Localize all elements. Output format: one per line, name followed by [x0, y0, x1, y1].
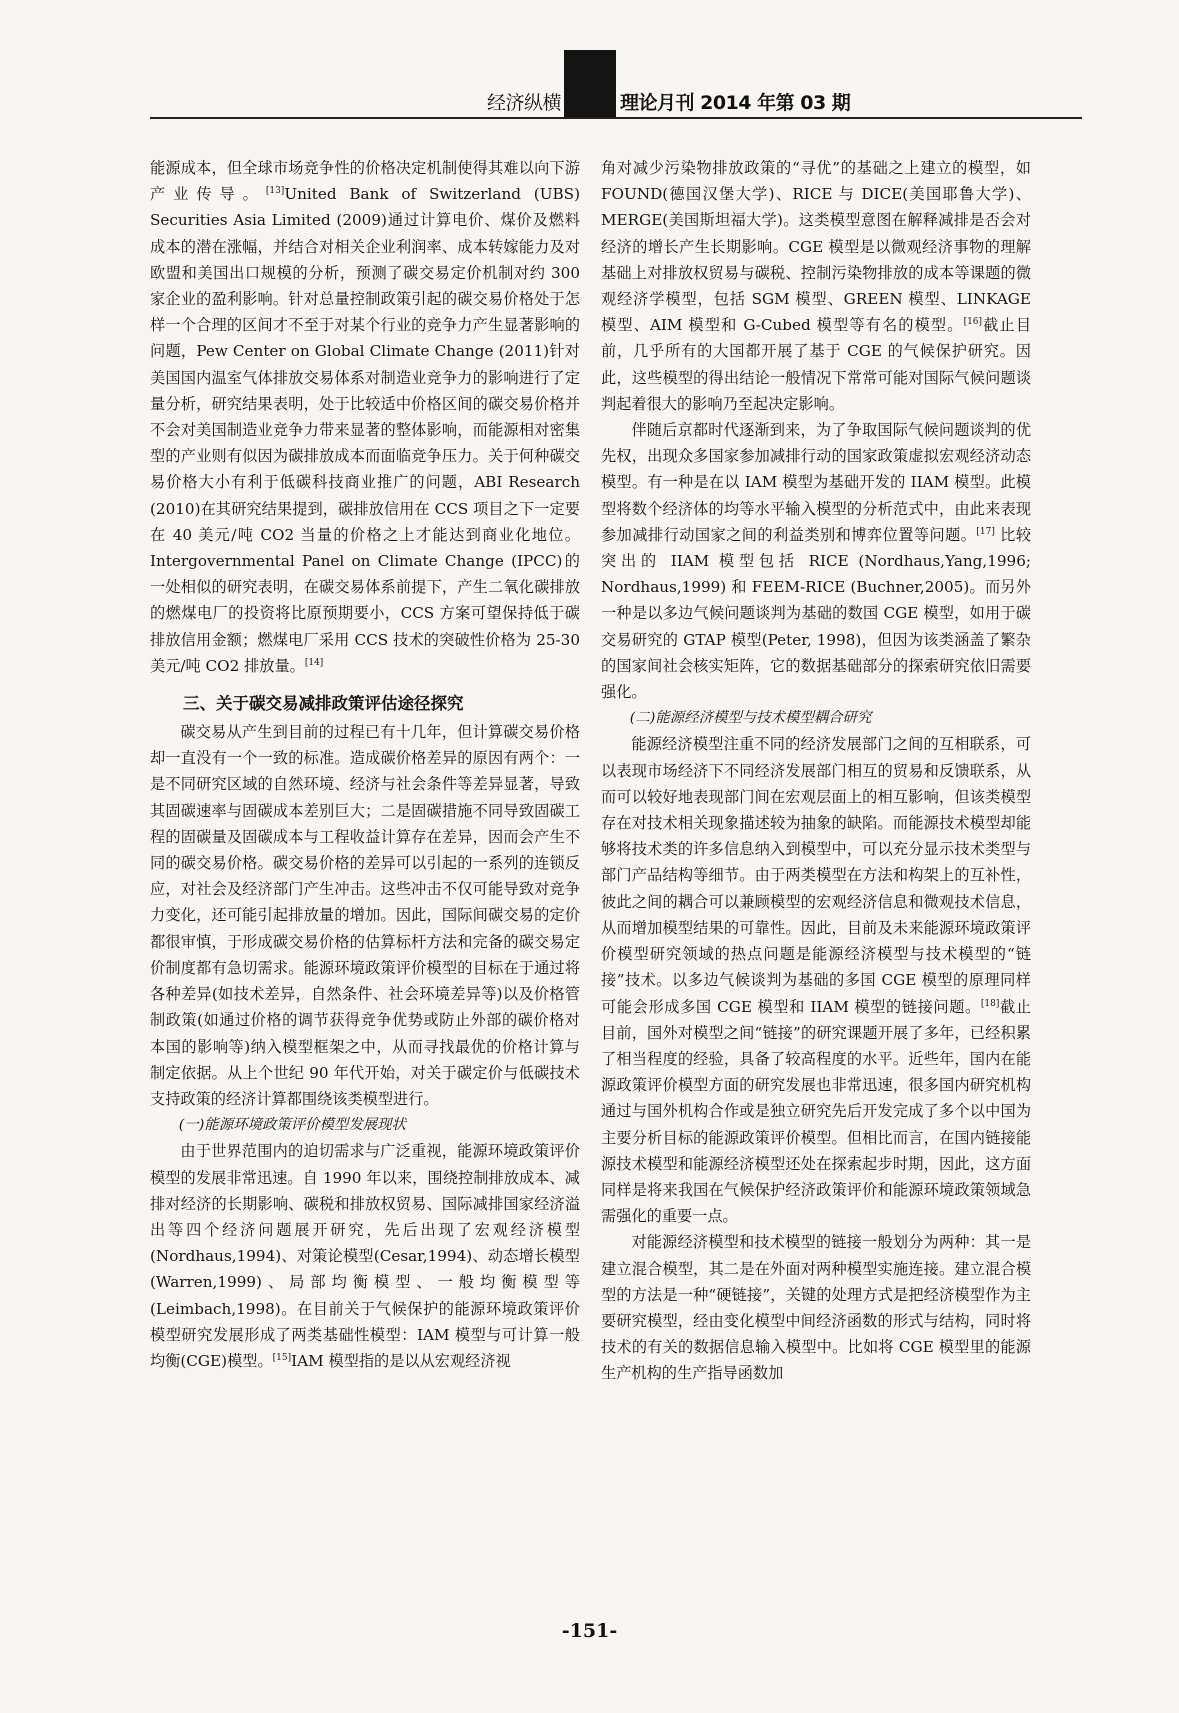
paragraph-text: 能源经济模型注重不同的经济发展部门之间的互相联系，可以表现市场经济下不同经济发展部门相互的贸易和反馈联系，从而可以较好地表现部门间在宏观层面上的相互影响，但该类模型存在对技术相关现象描述较为抽象的缺陷。而能源技术模型却能够将技术类的许多信息纳入到模型中，可以充分显示技术类型与部门产品结构等细节。由于两类模型在方法和构架上的互补性，彼此之间的耦合可以兼顾模型的宏观经济信息和微观技术信息，从而增加模型结果的可靠性。因此，目前及未来能源环境政策评价模型研究领域的热点问题是能源经济模型与技术模型的“链接”技术。以多边气候谈判为基础的多国 CGE 模型的原理同样可能会形成多国 CGE 模型和 IIAM 模型的链接问题。 — [601, 735, 1031, 1016]
header-black-block — [564, 50, 616, 117]
reference-mark: [13] — [265, 186, 285, 197]
page-number: -151- — [561, 1620, 618, 1642]
paragraph: 碳交易从产生到目前的过程已有十几年，但计算碳交易价格却一直没有一个一致的标准。造成碳价格差异的原因有两个：一是不同研究区域的自然环境、经济与社会条件等差异显著，导致其固碳速率与固碳成本差别巨大；二是固碳措施不同导致固碳工程的固碳量及固碳成本与工程收益计算存在差异，因而会产生不同的碳交易价格。碳交易价格的差异可以引起的一系列的连锁反应，对社会及经济部门产生冲击。这些冲击不仅可能导致对竞争力变化，还可能引起排放量的增加。因此，国际间碳交易的定价都很审慎，于形成碳交易价格的估算标杆方法和完备的碳交易定价制度都有急切需求。能源环境政策评价模型的目标在于通过将各种差异(如技术差异，自然条件、社会环境差异等)以及价格管制政策(如通过价格的调节获得竞争优势或防止外部的碳价格对本国的影响等)纳入模型框架之中，从而寻找最优的价格计算与制定依据。从上个世纪 90 年代开始，对关于碳定价与低碳技术支持政策的经济计算都围绕该类模型进行。 — [150, 723, 580, 1108]
paragraph-text: 伴随后京都时代逐渐到来，为了争取国际气候问题谈判的优先权，出现众多国家参加减排行动的国家政策虚拟宏观经济动态模型。有一种是在以 IAM 模型为基础开发的 IIAM 模型。此模型将数个经济体的均等水平输入模型的分析范式中，由此来表现参加减排行动国家之间的利益类别和博弈位置等问题。 — [601, 421, 1031, 544]
paragraph-text: IAM 模型指的是以从宏观经济视 — [291, 1351, 511, 1370]
left-column — [150, 155, 580, 1374]
paragraph-text: 由于世界范围内的迫切需求与广泛重视，能源环境政策评价模型的发展非常迅速。自 1990 年以来，围绕控制排放成本、减排对经济的长期影响、碳税和排放权贸易、国际减排国家经济溢出等四个经济问题展开研究，先后出现了宏观经济模型(Nordhaus,1994)、对策论模型(Cesar,1994)、动态增长模型(Warren,1999)、局部均衡模型、一般均衡模型等(Leimbach,1998)。在目前关于气候保护的能源环境政策评价模型研究发展形成了两类基础性模型：IAM 模型与可计算一般均衡(CGE)模型。 — [150, 1142, 580, 1370]
paragraph — [601, 417, 1031, 705]
reference-mark: [17] — [976, 526, 995, 537]
paragraph — [150, 1138, 580, 1374]
paragraph-text: 截止目前，几乎所有的大国都开展了基于 CGE 的气候保护研究。因此，这些模型的得出结论一般情况下常常可能对国际气候问题谈判起着很大的影响乃至起决定影响。 — [601, 316, 1032, 413]
page-header — [0, 0, 1179, 135]
reference-mark: [14] — [304, 657, 324, 668]
header-rule — [150, 117, 1082, 119]
reference-mark: [15] — [272, 1352, 292, 1363]
paragraph — [601, 731, 1031, 1229]
paragraph-text: 比较突出的 IIAM 模型包括 RICE (Nordhaus,Yang,1996; Nordhaus,1999) 和 FEEM-RICE (Buchner,2005)。而另外一种是以多边气候问题谈判为基础的数国 CGE 模型，如用于碳交易研究的 GTAP 模型(Peter, 1998)，但因为该类涵盖了繁杂的国家间社会核实矩阵，它的数据基础部分的探索研究依旧需要强化。 — [601, 525, 1032, 702]
journal-name: 经济纵横 — [486, 92, 561, 114]
paragraph-text: 角对减少污染物排放政策的“寻优”的基础之上建立的模型，如 FOUND(德国汉堡大学)、RICE 与 DICE(美国耶鲁大学)、MERGE(美国斯坦福大学)。这类模型意图在解释减排是否会对经济的增长产生长期影响。CGE 模型是以微观经济事物的理解基础上对排放权贸易与碳税、控制污染物排放的成本等课题的微观经济学模型，包括 SGM 模型、GREEN 模型、LINKAGE 模型、AIM 模型和 G-Cubed 模型等有名的模型。 — [601, 159, 1032, 335]
journal-issue: 理论月刊 2014 年第 03 期 — [620, 92, 851, 114]
reference-mark: [16] — [963, 317, 983, 328]
paragraph-text: 能源成本，但全球市场竞争性的价格决定机制使得其难以向下游产业传导。 — [150, 159, 580, 204]
paragraph-text: United Bank of Switzerland (UBS) Securities Asia Limited (2009)通过计算电价、煤价及燃料成本的潜在涨幅，并结合对相关企业利润率、成本转嫁能力及对欧盟和美国出口规模的分析，预测了碳交易定价机制对约 300 家企业的盈利影响。针对总量控制政策引起的碳交易价格处于怎样一个合理的区间才不至于对某个行业的竞争力产生显著影响的问题，Pew Center on Global Climate Change (2011)针对美国国内温室气体排放交易体系对制造业竞争力的影响进行了定量分析，研究结果表明，处于比较适中价格区间的碳交易价格并不会对美国制造业竞争力带来显著的整体影响，而能源相对密集型的产业则有似因为碳排放成本而面临竞争压力。关于何种碳交易价格大小有利于低碳科技商业推广的问题，ABI Research (2010)在其研究结果提到，碳排放信用在 CCS 项目之下一定要在 40 美元/吨 CO2 当量的价格之上才能达到商业化地位。Intergovernmental Panel on Climate Change (IPCC)的一处相似的研究表明，在碳交易体系前提下，产生二氧化碳排放的燃煤电厂的投资将比原预期要小，CCS 方案可望保持低于碳排放信用金额；燃煤电厂采用 CCS 技术的突破性价格为 25-30 美元/吨 CO2 排放量。 — [150, 185, 580, 675]
subsection-title: (一)能源环境政策评价模型发展现状 — [178, 1117, 406, 1134]
section-title: 三、关于碳交易减排政策评估途径探究 — [183, 694, 464, 714]
paragraph-text: 截止目前，国外对模型之间“链接”的研究课题开展了多年，已经积累了相当程度的经验，具备了较高程度的水平。近些年，国内在能源政策评价模型方面的研究发展也非常迅速，很多国内研究机构通过与国外机构合作或是独立研究先后开发完成了多个以中国为主要分析目标的能源政策评价模型。但相比而言，在国内链接能源技术模型和能源经济模型还处在探索起步时期，因此，这方面同样是将来我国在气候保护经济政策评价和能源环境政策领域急需强化的重要一点。 — [601, 997, 1032, 1226]
right-column — [601, 155, 1031, 1387]
paragraph — [601, 155, 1031, 417]
subsection-title: (二)能源经济模型与技术模型耦合研究 — [629, 710, 872, 727]
paragraph: 对能源经济模型和技术模型的链接一般划分为两种：其一是建立混合模型，其二是在外面对两种模型实施连接。建立混合模型的方法是一种“硬链接”，关键的处理方式是把经济模型作为主要研究模型，经由变化模型中间经济函数的形式与结构，同时将技术的有关的数据信息输入模型中。比如将 CGE 模型里的能源生产机构的生产指导函数加 — [601, 1233, 1031, 1383]
paragraph — [150, 155, 580, 679]
reference-mark: [18] — [980, 998, 1000, 1009]
